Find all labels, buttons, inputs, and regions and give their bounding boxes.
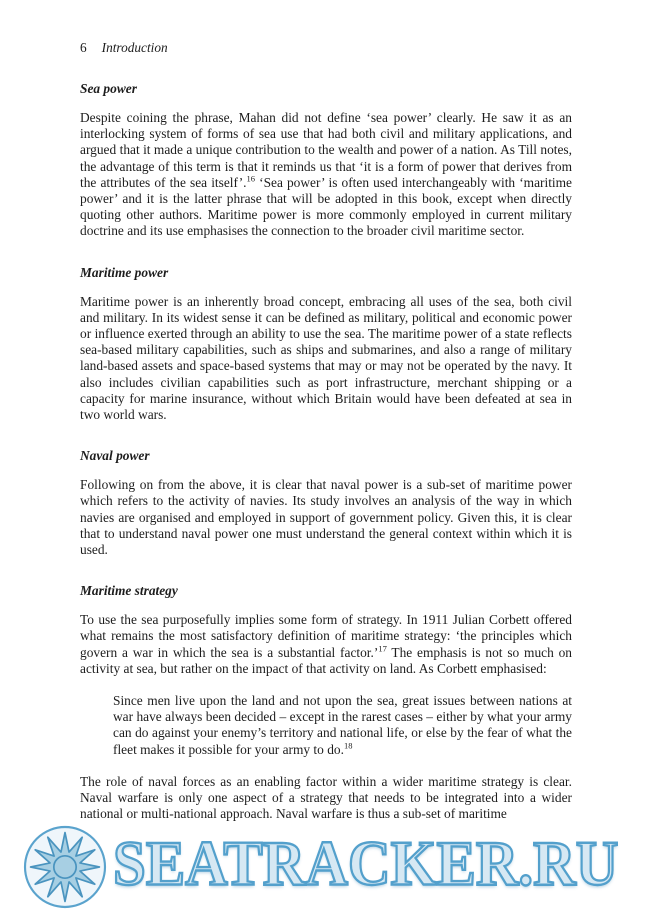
footnote-ref-16: 16 [246,173,256,184]
quote-text: Since men live upon the land and not upon the sea, great issues between nations at war have always been decided – except in the rarest cases – either by what your army can do against your enemy’s territory and national life, or else by the fear of what the fleet makes it possible for your army to do. [113,693,572,757]
paragraph-closing: The role of naval forces as an enabling factor within a wider maritime strategy is clear. Naval warfare is only one aspect of a strategy that needs to be integrated into a wider national or multi-national approach. Naval warfare is thus a sub-set of maritime [80,773,572,822]
section-heading-naval-power: Naval power [80,448,150,464]
paragraph-text: Despite coining the phrase, Mahan did not define ‘sea power’ clearly. He saw it as an interlocking system of forms of sea use that had both civil and military applications, and argued that it made a unique contribution to the wealth and power of a nation. As Till notes, the advantage of this term is that it reminds us that ‘it is a form of power that derives from the attributes of the sea itself’. [80,110,572,190]
sun-logo-icon [22,824,108,910]
section-heading-maritime-power: Maritime power [80,264,169,280]
paragraph-maritime-strategy [80,612,572,677]
footnote-ref-17: 17 [378,643,387,654]
paragraph-sea-power [80,110,572,240]
paragraph-text: To use the sea purposefully implies some form of strategy. In 1911 Julian Corbett offered what remains the most satisfactory definition of maritime strategy: ‘the principles which govern a war in which the sea is a substantial factor.’ [80,612,572,660]
paragraph-maritime-power: Maritime power is an inherently broad concept, embracing all uses of the sea, both civil and military. In its widest sense it can be defined as military, political and economic power or influence exerted through an ability to use the sea. The maritime power of a state reflects sea-based military capabilities, such as ships and submarines, and also a range of military land-based assets and space-based systems that may or may not be operated by the navy. It also includes civilian capabilities such as port infrastructure, merchant shipping or a capacity for marine insurance, without which Britain would have been defeated at sea in two world wars. [80,293,572,423]
page-number: 6 [80,40,87,55]
footnote-ref-18: 18 [343,740,353,751]
section-heading-sea-power: Sea power [80,81,137,96]
watermark-text: SEATRACKER.RU [113,826,619,899]
paragraph-text: ‘Sea power’ is often used interchangeably with ‘maritime power’ and it is the latter phrase that will be adopted in this book, except when directly quoting other authors. Maritime power is more commonly employed in current military doctrine and its use emphasises the connection to the broader civil maritime sector. [80,174,572,239]
paragraph-naval-power: Following on from the above, it is clear that naval power is a sub-set of maritime power which refers to the activity of navies. Its study involves an analysis of the way in which navies are organised and employed in support of government policy. Given this, it is clear that to understand naval power one must understand the general context within which it is used. [80,477,572,558]
chapter-title: Introduction [101,40,168,55]
page-header [80,40,572,56]
watermark [0,820,652,910]
section-heading-maritime-strategy: Maritime strategy [80,583,178,599]
block-quote [113,693,572,758]
paragraph-text: The emphasis is not so much on activity at sea, but rather on the impact of that activity on land. As Corbett emphasised: [80,644,572,676]
